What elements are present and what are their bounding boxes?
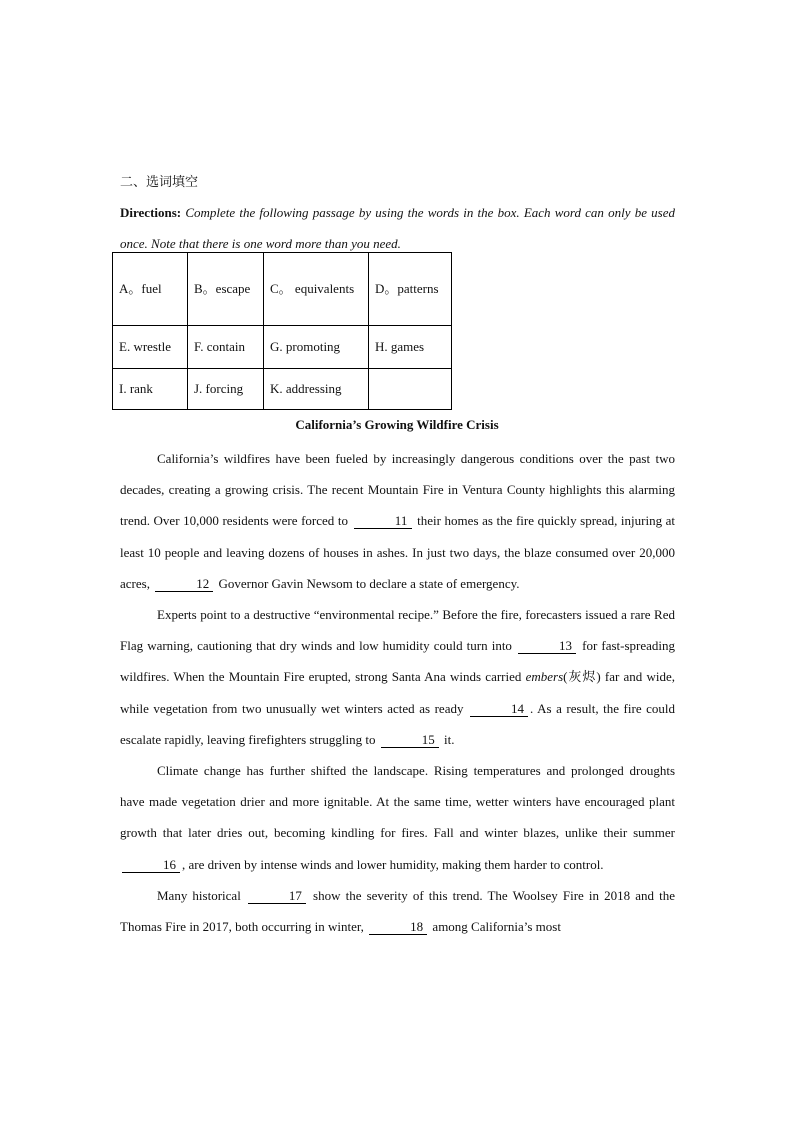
word-option: C。 equivalents [264, 253, 369, 326]
word-option: H. games [369, 326, 452, 369]
word-box-row [113, 253, 452, 326]
word-option-empty [369, 369, 452, 410]
text: California’s wildfires have been fueled by increasingly dangerous conditions over the past two decades, creating a growing crisis. The recent Mountain Fire in Ventura County highlights this alarming trend. Over 10,000 residents were forced to [120, 451, 675, 529]
blank-13[interactable]: 13 [518, 639, 576, 654]
paragraph-1 [120, 443, 675, 599]
blank-12[interactable]: 12 [155, 577, 213, 592]
text: (灰烬) far and wide, while vegetation from two unusually wet winters acted as ready [120, 669, 675, 716]
text: among California’s most [432, 919, 561, 935]
italic-word: embers [525, 669, 564, 685]
directions [120, 197, 675, 259]
paragraph-3 [120, 755, 675, 880]
word-box [112, 252, 452, 410]
blank-16[interactable]: 16 [122, 858, 180, 873]
text: , are driven by intense winds and lower humidity, making them harder to control. [182, 856, 604, 872]
word-option: D。patterns [369, 253, 452, 326]
word-option: F. contain [188, 326, 264, 369]
word-box-row [113, 326, 452, 369]
text: Experts point to a destructive “environmental recipe.” Before the fire, forecasters issued a rare Red Flag warning, cautioning that dry winds and low humidity could turn into [120, 607, 675, 654]
word-option: E. wrestle [113, 326, 188, 369]
text: for fast-spreading wildfires. When the Mountain Fire erupted, strong Santa Ana winds carried [120, 638, 676, 685]
directions-label: Directions: [120, 205, 182, 220]
blank-15[interactable]: 15 [381, 733, 439, 748]
text: Climate change has further shifted the landscape. Rising temperatures and prolonged droughts have made vegetation drier and more ignitable. At the same time, wetter winters have encouraged plant growth that later dries out, becoming kindling for fires. Fall and winter blazes, unlike their summer [120, 763, 675, 841]
passage-title: California’s Growing Wildfire Crisis [295, 417, 499, 432]
word-box-row [113, 369, 452, 410]
blank-17[interactable]: 17 [248, 889, 306, 904]
word-option: B。escape [188, 253, 264, 326]
text: show the severity of this trend. The Woolsey Fire in 2018 and the Thomas Fire in 2017, both occurring in winter, [120, 887, 675, 935]
section-title: 二、选词填空 [120, 175, 199, 190]
word-option: A。fuel [113, 253, 188, 326]
paragraph-4 [120, 880, 675, 942]
directions-text: Complete the following passage by using the words in the box. Each word can only be used once. Note that there is one word more than you need. [120, 205, 675, 251]
text: their homes as the fire quickly spread, injuring at least 10 people and leaving dozens of houses in ashes. In just two days, the blaze consumed over 20,000 acres, [120, 513, 676, 591]
text: . As a result, the fire could escalate rapidly, leaving firefighters struggling to [120, 700, 676, 747]
blank-18[interactable]: 18 [369, 920, 427, 935]
passage [120, 443, 675, 942]
blank-14[interactable]: 14 [470, 702, 528, 717]
word-option: I. rank [113, 369, 188, 410]
blank-11[interactable]: 11 [354, 514, 412, 529]
word-option: J. forcing [188, 369, 264, 410]
paragraph-2 [120, 599, 675, 755]
text: Governor Gavin Newsom to declare a state of emergency. [218, 575, 520, 591]
word-option: G. promoting [264, 326, 369, 369]
text: Many historical [157, 887, 241, 903]
text: it. [443, 731, 455, 747]
word-option: K. addressing [264, 369, 369, 410]
